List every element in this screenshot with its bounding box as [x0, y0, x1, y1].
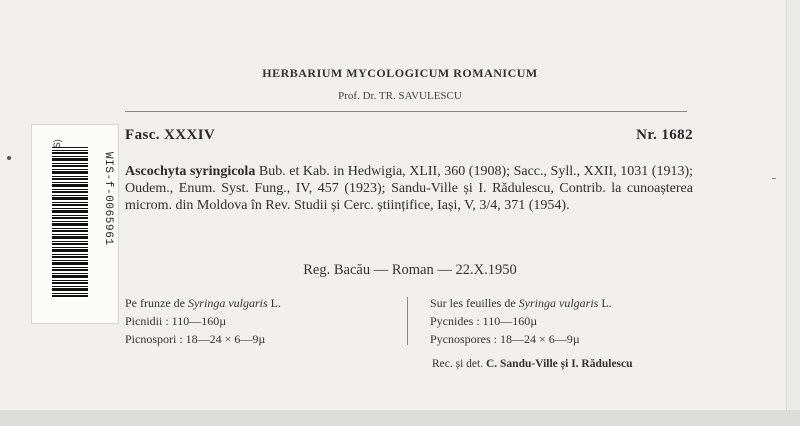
paper-mark: [772, 178, 776, 179]
romanian-description: [125, 294, 395, 348]
romanian-pycnidia: Picnidii : 110—160µ: [125, 314, 227, 328]
species-description: [125, 163, 693, 214]
barcode-code: WIS-f-0065961: [102, 152, 114, 246]
french-host-name: Syringa vulgaris: [518, 296, 599, 310]
determined-prefix: Rec. și det.: [432, 358, 486, 370]
determined-by: [432, 358, 633, 370]
french-host-line: [430, 294, 710, 312]
french-host-suffix: L.: [598, 296, 612, 310]
column-divider: [407, 297, 408, 345]
romanian-host-prefix: Pe frunze de: [125, 296, 188, 310]
romanian-host-name: Syringa vulgaris: [187, 296, 268, 310]
species-citation: Bub. et Kab. in Hedwigia, XLII, 360 (1908); Sacc., Syll., XXII, 1031 (1913); Oudem., Enum. Syst. Fung., IV, 457 (1923); Sandu-Ville și I. Rădulescu, Contrib. la cunoașterea microm. din Moldova în Rev. Studii și Cerc. științifice, Iași, V, 3/4, 371 (1954).: [125, 164, 694, 213]
herbarium-title: HERBARIUM MYCOLOGICUM ROMANICUM: [262, 66, 538, 80]
locality-date: Reg. Bacău — Roman — 22.X.1950: [303, 262, 517, 278]
fascicle-number: Fasc. XXXIV: [125, 127, 216, 143]
specimen-number: Nr. 1682: [636, 127, 693, 143]
herbarium-director: Prof. Dr. TR. SAVULESCU: [338, 90, 462, 102]
determined-collectors: C. Sandu-Ville și I. Rădulescu: [485, 358, 633, 370]
background-edge: [0, 410, 800, 426]
romanian-pycnospores: Picnospori : 18—24 × 6—9µ: [125, 332, 266, 346]
species-name: Ascochyta syringicola: [125, 164, 256, 179]
french-pycnospores: Pycnospores : 18—24 × 6—9µ: [430, 332, 580, 346]
barcode-icon: [52, 147, 88, 297]
french-pycnidia: Pycnides : 110—160µ: [430, 314, 538, 328]
header-rule: [125, 111, 687, 112]
romanian-host-suffix: L.: [267, 296, 281, 310]
french-host-prefix: Sur les feuilles de: [430, 296, 519, 310]
paper-speck: [7, 156, 11, 160]
romanian-host-line: [125, 294, 395, 312]
french-description: [430, 294, 710, 348]
barcode-label: [31, 124, 119, 324]
